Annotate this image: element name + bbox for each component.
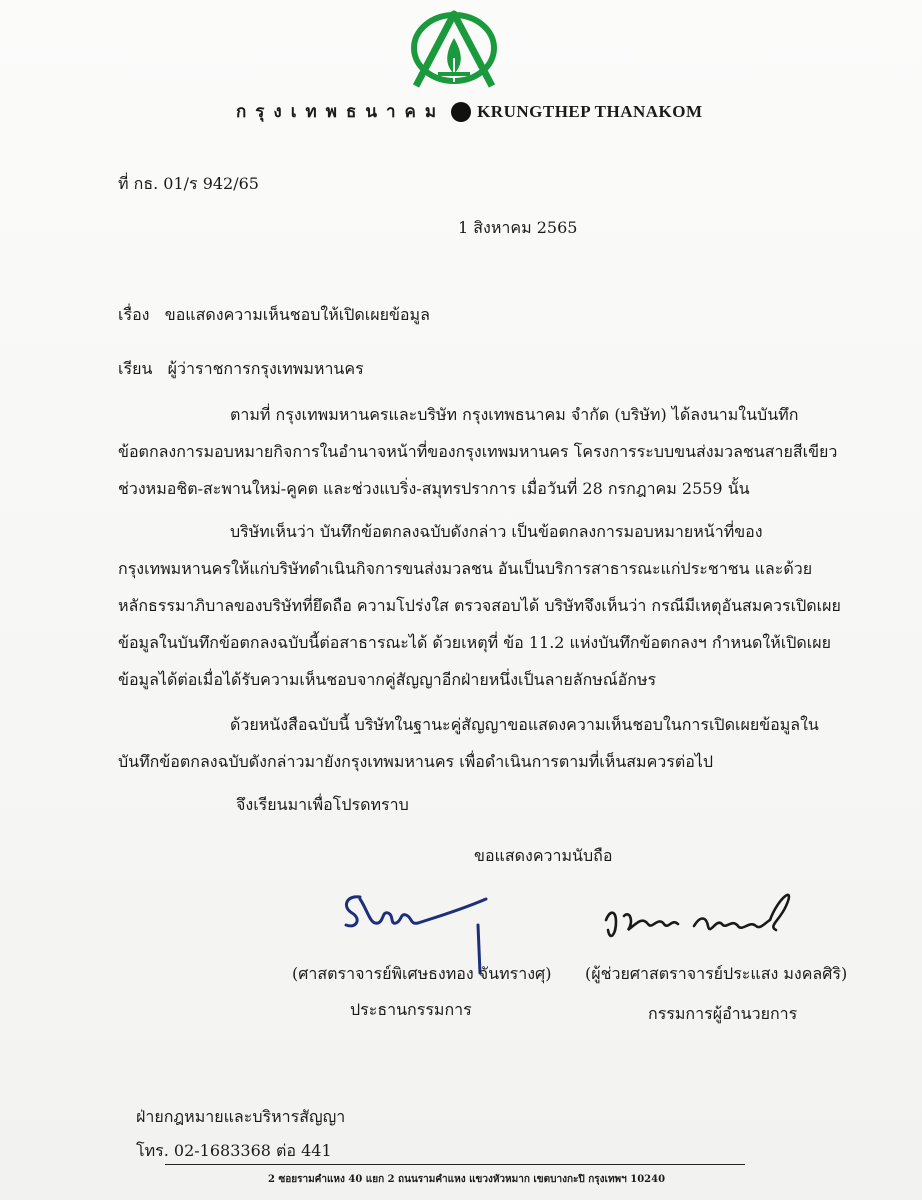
department-name: ฝ่ายกฎหมายและบริหารสัญญา	[136, 1107, 346, 1126]
signatory-left-title: ประธานกรรมการ	[350, 1000, 472, 1019]
company-name-english: KRUNGTHEP THANAKOM	[477, 101, 703, 121]
recipient-label: เรียน	[118, 359, 153, 378]
paragraph-1	[118, 396, 837, 507]
footer-address: 2 ซอยรามคำแหง 40 แยก 2 ถนนรามคำแหง แขวงหัวหมาก เขตบางกะปิ กรุงเทพฯ 10240	[268, 1174, 666, 1185]
paragraph-line: ตามที่ กรุงเทพมหานครและบริษัท กรุงเทพธนาคม จำกัด (บริษัท) ได้ลงนามในบันทึก	[230, 405, 799, 424]
recipient-text: ผู้ว่าราชการกรุงเทพมหานคร	[167, 359, 364, 378]
paragraph-line: ด้วยหนังสือฉบับนี้ บริษัทในฐานะคู่สัญญาขอแสดงความเห็นชอบในการเปิดเผยข้อมูลใน	[230, 715, 819, 734]
letterhead-brand	[236, 98, 703, 125]
paragraph-line: หลักธรรมาภิบาลของบริษัทที่ยึดถือ ความโปร่งใส ตรวจสอบได้ บริษัทจึงเห็นว่า กรณีมีเหตุอันสมควรเปิดเผย	[118, 596, 841, 615]
paragraph-line: ช่วงหมอชิต-สะพานใหม่-คูคต และช่วงแบริ่ง-สมุทรปราการ เมื่อวันที่ 28 กรกฎาคม 2559 นั้น	[118, 479, 750, 498]
signature-right	[600, 880, 800, 952]
letter-date: 1 สิงหาคม 2565	[458, 218, 578, 237]
paragraph-line: กรุงเทพมหานครให้แก่บริษัทดำเนินกิจการขนส่งมวลชน อันเป็นบริการสาธารณะแก่ประชาชน และด้วย	[118, 559, 813, 578]
subject-line	[118, 303, 430, 328]
signatory-right-name: (ผู้ช่วยศาสตราจารย์ประแสง มงคลศิริ)	[585, 964, 848, 983]
paragraph-line: บันทึกข้อตกลงฉบับดังกล่าวมายังกรุงเทพมหานคร เพื่อดำเนินการตามที่เห็นสมควรต่อไป	[118, 752, 714, 771]
reference-number: ที่ กธ. 01/ร 942/65	[118, 174, 259, 193]
closing-line: จึงเรียนมาเพื่อโปรดทราบ	[236, 795, 409, 814]
signatory-right-title: กรรมการผู้อำนวยการ	[648, 1004, 798, 1023]
footer-divider	[165, 1164, 745, 1165]
recipient-line	[118, 357, 364, 382]
brand-dot-icon	[451, 102, 471, 122]
salutation: ขอแสดงความนับถือ	[474, 846, 613, 865]
paragraph-line: ข้อมูลในบันทึกข้อตกลงฉบับนี้ต่อสาธารณะได้ ด้วยเหตุที่ ข้อ 11.2 แห่งบันทึกข้อตกลงฯ กำหนดให้เปิดเผย	[118, 633, 832, 652]
signatory-left-name: (ศาสตราจารย์พิเศษธงทอง จันทรางศุ)	[292, 964, 552, 983]
company-logo	[408, 8, 500, 96]
paragraph-2	[118, 513, 841, 698]
paragraph-line: บริษัทเห็นว่า บันทึกข้อตกลงฉบับดังกล่าว เป็นข้อตกลงการมอบหมายหน้าที่ของ	[230, 522, 763, 541]
paragraph-line: ข้อตกลงการมอบหมายกิจการในอำนาจหน้าที่ของกรุงเทพมหานคร โครงการระบบขนส่งมวลชนสายสีเขียว	[118, 442, 838, 461]
company-name-thai: กรุงเทพธนาคม	[236, 102, 446, 122]
paragraph-3	[118, 706, 819, 780]
phone-number: โทร. 02-1683368 ต่อ 441	[136, 1141, 332, 1160]
subject-label: เรื่อง	[118, 305, 150, 324]
subject-text: ขอแสดงความเห็นชอบให้เปิดเผยข้อมูล	[164, 305, 430, 324]
paragraph-line: ข้อมูลได้ต่อเมื่อได้รับความเห็นชอบจากคู่สัญญาอีกฝ่ายหนึ่งเป็นลายลักษณ์อักษร	[118, 670, 657, 689]
